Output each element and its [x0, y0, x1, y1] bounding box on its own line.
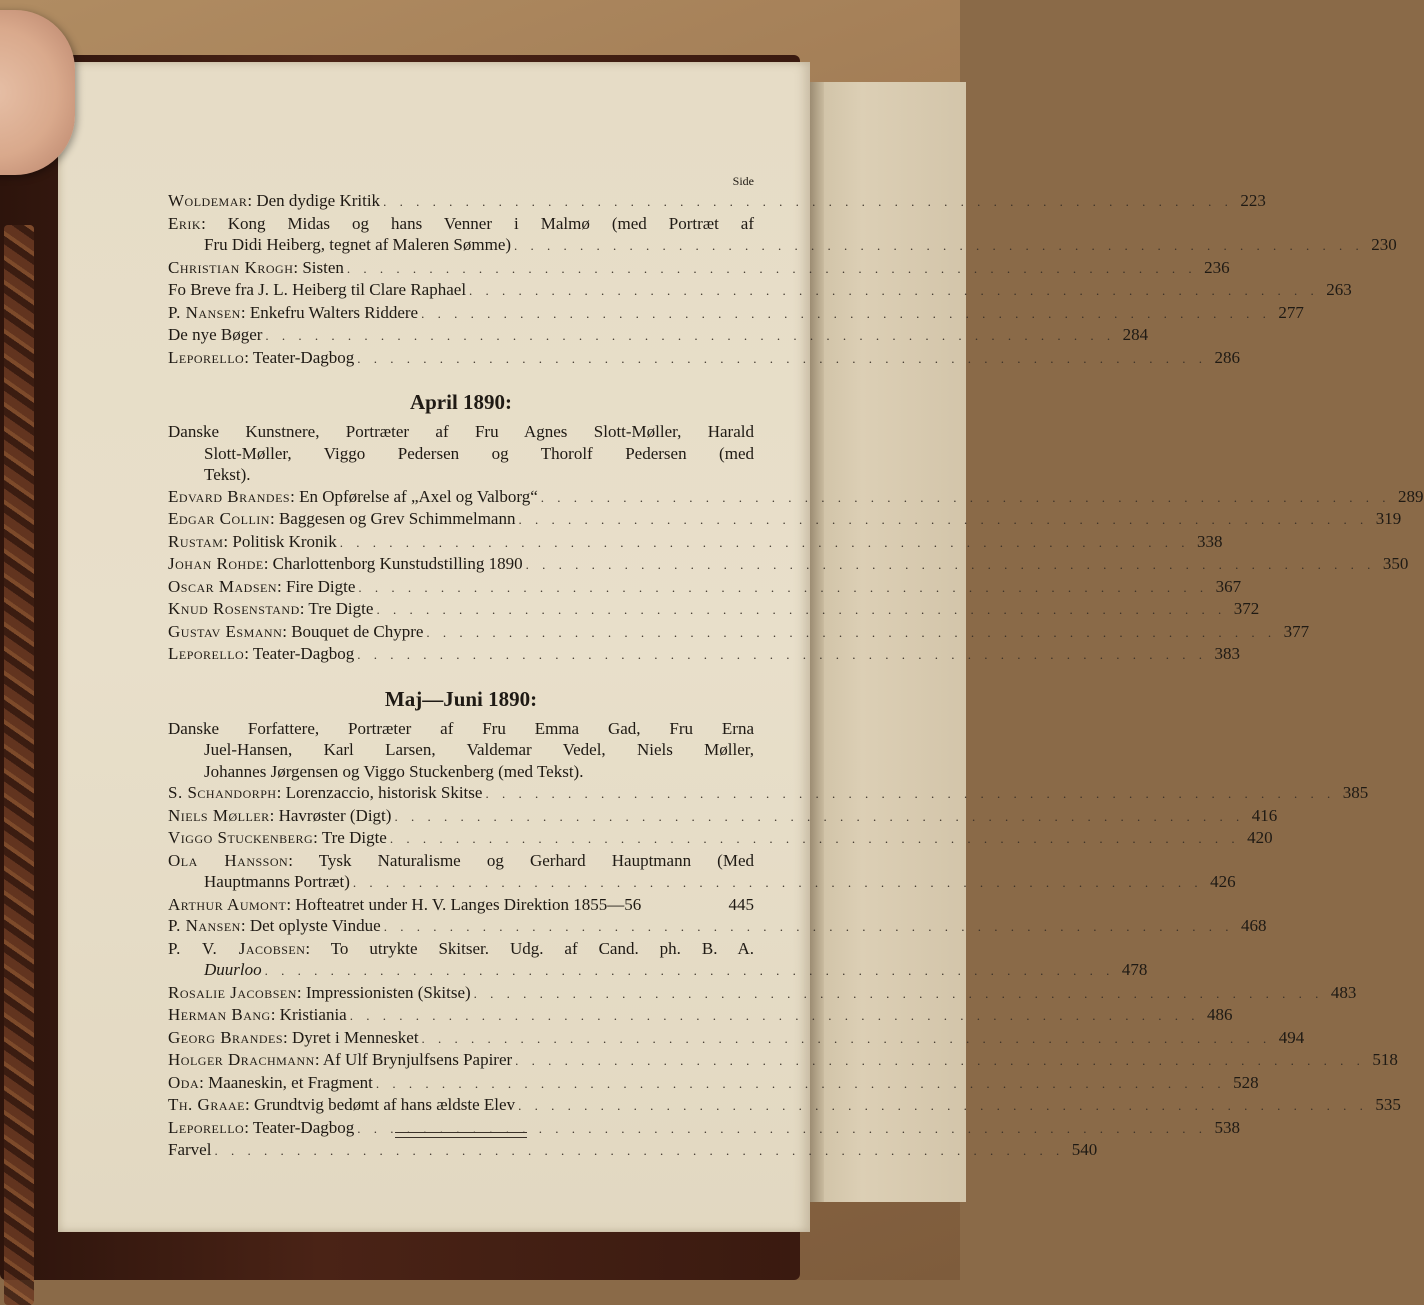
entry-title: : Af Ulf Brynjulfsens Papirer	[314, 1050, 513, 1069]
leader-dots: . . . . . . . . . . . . . . . . . . . . . . . . . . . . . . . . . . . . . . . . . . . . . . . . . . . .	[473, 985, 1324, 1001]
toc-entry	[168, 213, 1397, 257]
entry-author: Leporello	[168, 347, 245, 367]
page-number: 445	[728, 894, 754, 914]
entry-title: : En Opførelse af „Axel og Valborg“	[290, 486, 538, 506]
entry-author: Leporello	[168, 1117, 245, 1137]
leader-dots: . . . . . . . . . . . . . . . . . . . . . . . . . . . . . . . . . . . . . . . . . . . . . . . . . . . .	[514, 238, 1364, 253]
page-number: 468	[1240, 916, 1267, 935]
entry-title: : Maaneskin, et Fragment	[199, 1072, 373, 1092]
entry-text	[168, 915, 381, 937]
toc-entry	[168, 621, 1310, 644]
leader-dots: . . . . . . . . . . . . . . . . . . . . . . . . . . . . . . . . . . . . . . . . . . . . . . . . . . . .	[515, 1053, 1365, 1068]
page-number: 385	[1342, 783, 1369, 802]
entry-text	[168, 805, 391, 827]
entry-author: Holger Drachmann	[168, 1050, 315, 1069]
entry-author: Johan Rohde	[168, 554, 264, 573]
entry-continuation	[168, 959, 1148, 982]
entry-title: De nye Bøger	[168, 325, 263, 344]
entry-text	[168, 982, 471, 1004]
toc-entry	[168, 643, 1240, 666]
entry-title: : Sisten	[293, 257, 344, 277]
entry-author: Georg Brandes	[168, 1027, 284, 1047]
entry-title: : Tysk Naturalisme og Gerhard Hauptmann (Med	[288, 850, 755, 870]
toc-entry	[168, 302, 1304, 325]
page-number: 494	[1278, 1027, 1305, 1047]
page-number: 478	[1121, 960, 1148, 979]
entry-text	[168, 347, 354, 369]
entry-author: P. Nansen	[168, 302, 241, 322]
entry-title: : Teater-Dagbog	[244, 1117, 355, 1137]
entry-author: S. Schandorph	[168, 783, 277, 802]
side-column-label: Side	[732, 174, 754, 188]
page-number: 538	[1214, 1117, 1240, 1137]
entry-text	[168, 1004, 347, 1026]
entry-title: : Bouquet de Chypre	[282, 621, 424, 641]
page-number: 377	[1283, 621, 1310, 641]
leader-dots: . . . . . . . . . . . . . . . . . . . . . . . . . . . . . . . . . . . . . . . . . . . . . . . . . . . .	[426, 624, 1277, 640]
entry-title: : Impressionisten (Skitse)	[296, 982, 471, 1002]
entry-text	[168, 508, 515, 530]
toc-entry	[168, 982, 1357, 1005]
entry-title: : Teater-Dagbog	[244, 644, 355, 663]
page-number: 284	[1122, 325, 1149, 344]
entry-text	[168, 257, 344, 279]
double-rule-ornament	[395, 1132, 527, 1138]
toc-entry	[168, 1094, 1401, 1117]
entry-continuation	[168, 871, 1236, 894]
entry-title: : Tre Digte	[313, 828, 387, 847]
entry-text-line: Danske Kunstnere, Portræter af Fru Agnes Slott-Møller, Harald	[168, 422, 754, 441]
entry-text	[168, 621, 423, 643]
page-number: 518	[1372, 1050, 1398, 1069]
cover-ornament	[4, 225, 34, 1305]
entry-text	[168, 782, 482, 804]
page-number: 535	[1375, 1095, 1401, 1114]
entry-text	[168, 302, 418, 324]
entry-author: Christian Krogh	[168, 257, 294, 277]
entry-title: : Det oplyste Vindue	[240, 916, 381, 935]
page-number: 338	[1197, 531, 1223, 551]
leader-dots: . . . . . . . . . . . . . . . . . . . . . . . . . . . . . . . . . . . . . . . . . . . . . . . . . . . .	[357, 647, 1207, 662]
entry-text	[168, 1049, 512, 1071]
toc-entry	[168, 531, 1223, 554]
page-number: 416	[1251, 805, 1278, 825]
entry-title: : Dyret i Mennesket	[283, 1027, 419, 1047]
toc-entry	[168, 553, 1409, 576]
leader-dots: . . . . . . . . . . . . . . . . . . . . . . . . . . . . . . . . . . . . . . . . . . . . . . . . . . . .	[375, 1075, 1226, 1091]
entry-title: Farvel	[168, 1140, 212, 1159]
toc-entry	[168, 279, 1352, 302]
entry-text	[168, 1117, 354, 1139]
toc-entry	[168, 1139, 1098, 1162]
leader-dots: . . . . . . . . . . . . . . . . . . . . . . . . . . . . . . . . . . . . . . . . . . . . . . . . . . . .	[540, 489, 1391, 505]
entry-author: Rosalie Jacobsen	[168, 982, 297, 1002]
entry-author: Leporello	[168, 644, 245, 663]
page-number: 426	[1210, 872, 1236, 891]
page-number: 223	[1240, 191, 1266, 210]
entry-continuation-text: Fru Didi Heiberg, tegnet af Maleren Sømme)	[204, 235, 512, 254]
entry-title: : Charlottenborg Kunstudstilling 1890	[263, 554, 523, 573]
page-number: 420	[1247, 828, 1273, 847]
entry-author: Oda	[168, 1072, 200, 1092]
entry-text	[168, 894, 641, 916]
entry-text	[168, 827, 387, 849]
page-number: 277	[1278, 302, 1304, 322]
entry-author: Arthur Aumont	[168, 894, 287, 914]
leader-dots: . . . . . . . . . . . . . . . . . . . . . . . . . . . . . . . . . . . . . . . . . . . . . . . . . . . .	[352, 875, 1203, 890]
toc-entry	[168, 324, 1149, 347]
page-number: 230	[1371, 235, 1397, 254]
leader-dots: . . . . . . . . . . . . . . . . . . . . . . . . . . . . . . . . . . . . . . . . . . . . . . . . . . . .	[469, 283, 1319, 298]
entry-author: Herman Bang	[168, 1005, 271, 1024]
entry-title: : Lorenzaccio, historisk Skitse	[276, 783, 483, 802]
toc-entry	[168, 805, 1278, 828]
page-number: 540	[1071, 1140, 1098, 1159]
leader-dots: . . . . . . . . . . . . . . . . . . . . . . . . . . . . . . . . . . . . . . . . . . . . . . . . . . . .	[383, 194, 1233, 209]
entry-title: : Teater-Dagbog	[244, 347, 355, 367]
leader-dots: . . . . . . . . . . . . . . . . . . . . . . . . . . . . . . . . . . . . . . . . . . . . . . . . . . . .	[485, 786, 1336, 801]
toc-entry	[168, 508, 1402, 531]
page-number: 286	[1214, 347, 1240, 367]
entry-text	[168, 1094, 515, 1116]
entry-text-line: Johannes Jørgensen og Viggo Stuckenberg (med Tekst).	[204, 761, 584, 781]
entry-text	[168, 598, 373, 620]
entry-title: : Enkefru Walters Riddere	[240, 302, 419, 322]
leader-dots: . . . . . . . . . . . . . . . . . . . . . . . . . . . . . . . . . . . . . . . . . . . . . . . . . . . .	[264, 963, 1115, 978]
page-number: 528	[1233, 1072, 1259, 1092]
page-number: 350	[1382, 554, 1409, 573]
leader-dots: . . . . . . . . . . . . . . . . . . . . . . . . . . . . . . . . . . . . . . . . . . . . . . . . . . . .	[389, 831, 1240, 846]
toc-entry	[168, 915, 1267, 938]
section-heading: April 1890:	[409, 390, 513, 414]
toc-entry	[168, 1004, 1233, 1027]
entry-title: : Kong Midas og hans Venner i Malmø (med Portræt af	[201, 213, 754, 233]
toc-entry	[168, 827, 1273, 850]
entry-text-line: Danske Forfattere, Portræter af Fru Emma Gad, Fru Erna	[168, 718, 754, 738]
section-heading: Maj—Juni 1890:	[384, 686, 538, 711]
entry-continuation	[168, 234, 1397, 257]
page-number: 486	[1206, 1005, 1233, 1024]
leader-dots: . . . . . . . . . . . . . . . . . . . . . . . . . . . . . . . . . . . . . . . . . . . . . . . . . . . .	[265, 328, 1116, 343]
leader-dots: . . . . . . . . . . . . . . . . . . . . . . . . . . . . . . . . . . . . . . . . . . . . . . . . . . . .	[421, 305, 1271, 321]
entry-author: Rustam	[168, 531, 224, 551]
page-number: 319	[1375, 509, 1402, 528]
entry-first-line	[168, 850, 754, 872]
leader-dots: . . . . . . . . . . . . . . . . . . . . . . . . . . . . . . . . . . . . . . . . . . . . . . . . . . . .	[518, 512, 1369, 527]
toc-entry	[168, 486, 1424, 509]
toc-entry	[168, 190, 1266, 213]
leader-dots: . . . . . . . . . . . . . . . . . . . . . . . . . . . . . . . . . . . . . . . . . . . . . . . . . . . .	[357, 350, 1207, 366]
entry-author: Oscar Madsen	[168, 576, 277, 596]
page-number: 367	[1215, 576, 1242, 596]
entry-text	[168, 531, 337, 553]
leader-dots: . . . . . . . . . . . . . . . . . . . . . . . . . . . . . . . . . . . . . . . . . . . . . . . . . . . .	[421, 1030, 1272, 1046]
entry-text	[168, 643, 354, 665]
page-number: 236	[1204, 257, 1230, 277]
page-number: 372	[1233, 599, 1260, 618]
entry-text	[168, 486, 538, 508]
toc-entry	[168, 347, 1240, 370]
entry-text	[168, 279, 466, 301]
entry-title: : Politisk Kronik	[223, 531, 337, 551]
entry-title: : Kristiania	[270, 1005, 347, 1024]
leader-dots: . . . . . . . . . . . . . . . . . . . . . . . . . . . . . . . . . . . . . . . . . . . . . . . . . . . .	[214, 1143, 1065, 1158]
entry-text	[168, 1027, 419, 1049]
entry-author: Viggo Stuckenberg	[168, 828, 314, 847]
entry-author: Edvard Brandes	[168, 486, 291, 506]
entry-text	[168, 324, 262, 346]
leader-dots: . . . . . . . . . . . . . . . . . . . . . . . . . . . . . . . . . . . . . . . . . . . . . . . . . . . .	[339, 534, 1190, 550]
toc-entry	[168, 1049, 1398, 1072]
entry-title: : Tre Digte	[299, 599, 374, 618]
entry-author: Ola Hansson	[168, 850, 289, 870]
entry-author: P. Nansen	[168, 916, 241, 935]
leader-dots: . . . . . . . . . . . . . . . . . . . . . . . . . . . . . . . . . . . . . . . . . . . . . . . . . . . .	[383, 919, 1234, 934]
toc-entry	[168, 938, 1148, 982]
entry-author: Gustav Esmann	[168, 621, 283, 641]
entry-continuation-text: Duurloo	[204, 960, 262, 979]
toc-entry	[168, 1072, 1259, 1095]
page-number: 383	[1214, 644, 1240, 663]
entry-author: Woldemar	[168, 191, 248, 210]
entry-continuation-text: Hauptmanns Portræt)	[204, 872, 350, 891]
toc-entry	[168, 576, 1242, 599]
entry-first-line	[168, 213, 754, 235]
entry-author: Erik	[168, 213, 202, 233]
entry-text-line: Tekst).	[204, 465, 251, 484]
toc-entry	[168, 894, 754, 916]
toc-entry	[168, 850, 1236, 894]
toc-entry	[168, 1027, 1305, 1050]
entry-title: : Havrøster (Digt)	[269, 805, 392, 825]
page-number: 289	[1398, 486, 1424, 506]
page-number: 483	[1330, 982, 1357, 1002]
entry-text	[168, 1139, 211, 1161]
entry-author: Edgar Collin	[168, 509, 270, 528]
entry-title: : Den dydige Kritik	[247, 191, 381, 210]
entry-title: : To utrykte Skitser. Udg. af Cand. ph. B. A.	[305, 938, 754, 958]
entry-author: Niels Møller	[168, 805, 270, 825]
entry-title: Fo Breve fra J. L. Heiberg til Clare Raphael	[168, 280, 467, 299]
toc-entry	[168, 598, 1260, 621]
leader-dots: . . . . . . . . . . . . . . . . . . . . . . . . . . . . . . . . . . . . . . . . . . . . . . . . . . . .	[346, 260, 1197, 276]
entry-text	[168, 190, 380, 212]
entry-text	[168, 1072, 373, 1094]
entry-title: : Hofteatret under H. V. Langes Direktion 1855—56	[286, 894, 642, 914]
page-number: 263	[1326, 280, 1352, 299]
entry-author: P. V. Jacobsen	[168, 938, 306, 958]
leader-dots: . . . . . . . . . . . . . . . . . . . . . . . . . . . . . . . . . . . . . . . . . . . . . . . . . . . .	[349, 1008, 1200, 1023]
leader-dots: . . . . . . . . . . . . . . . . . . . . . . . . . . . . . . . . . . . . . . . . . . . . . . . . . . . .	[376, 602, 1227, 617]
entry-text	[168, 576, 355, 598]
entry-text	[168, 553, 523, 575]
entry-first-line	[168, 938, 754, 960]
entry-author: Th. Graae	[168, 1095, 245, 1114]
toc-entry	[168, 257, 1230, 280]
leader-dots: . . . . . . . . . . . . . . . . . . . . . . . . . . . . . . . . . . . . . . . . . . . . . . . . . . . .	[394, 808, 1245, 824]
leader-dots: . . . . . . . . . . . . . . . . . . . . . . . . . . . . . . . . . . . . . . . . . . . . . . . . . . . .	[357, 1120, 1207, 1136]
entry-title: : Baggesen og Grev Schimmelmann	[269, 509, 516, 528]
entry-author: Knud Rosenstand	[168, 599, 300, 618]
leader-dots: . . . . . . . . . . . . . . . . . . . . . . . . . . . . . . . . . . . . . . . . . . . . . . . . . . . .	[525, 557, 1376, 572]
leader-dots: . . . . . . . . . . . . . . . . . . . . . . . . . . . . . . . . . . . . . . . . . . . . . . . . . . . .	[358, 579, 1209, 595]
entry-text-line: Slott-Møller, Viggo Pedersen og Thorolf Pedersen (med	[204, 443, 754, 463]
table-of-contents	[168, 174, 1424, 1162]
leader-dots: . . . . . . . . . . . . . . . . . . . . . . . . . . . . . . . . . . . . . . . . . . . . . . . . . . . .	[518, 1098, 1368, 1113]
entry-title: : Grundtvig bedømt af hans ældste Elev	[245, 1095, 516, 1114]
entry-text-line: Juel-Hansen, Karl Larsen, Valdemar Vedel, Niels Møller,	[204, 740, 754, 759]
toc-entry	[168, 782, 1369, 805]
entry-title: : Fire Digte	[277, 576, 356, 596]
